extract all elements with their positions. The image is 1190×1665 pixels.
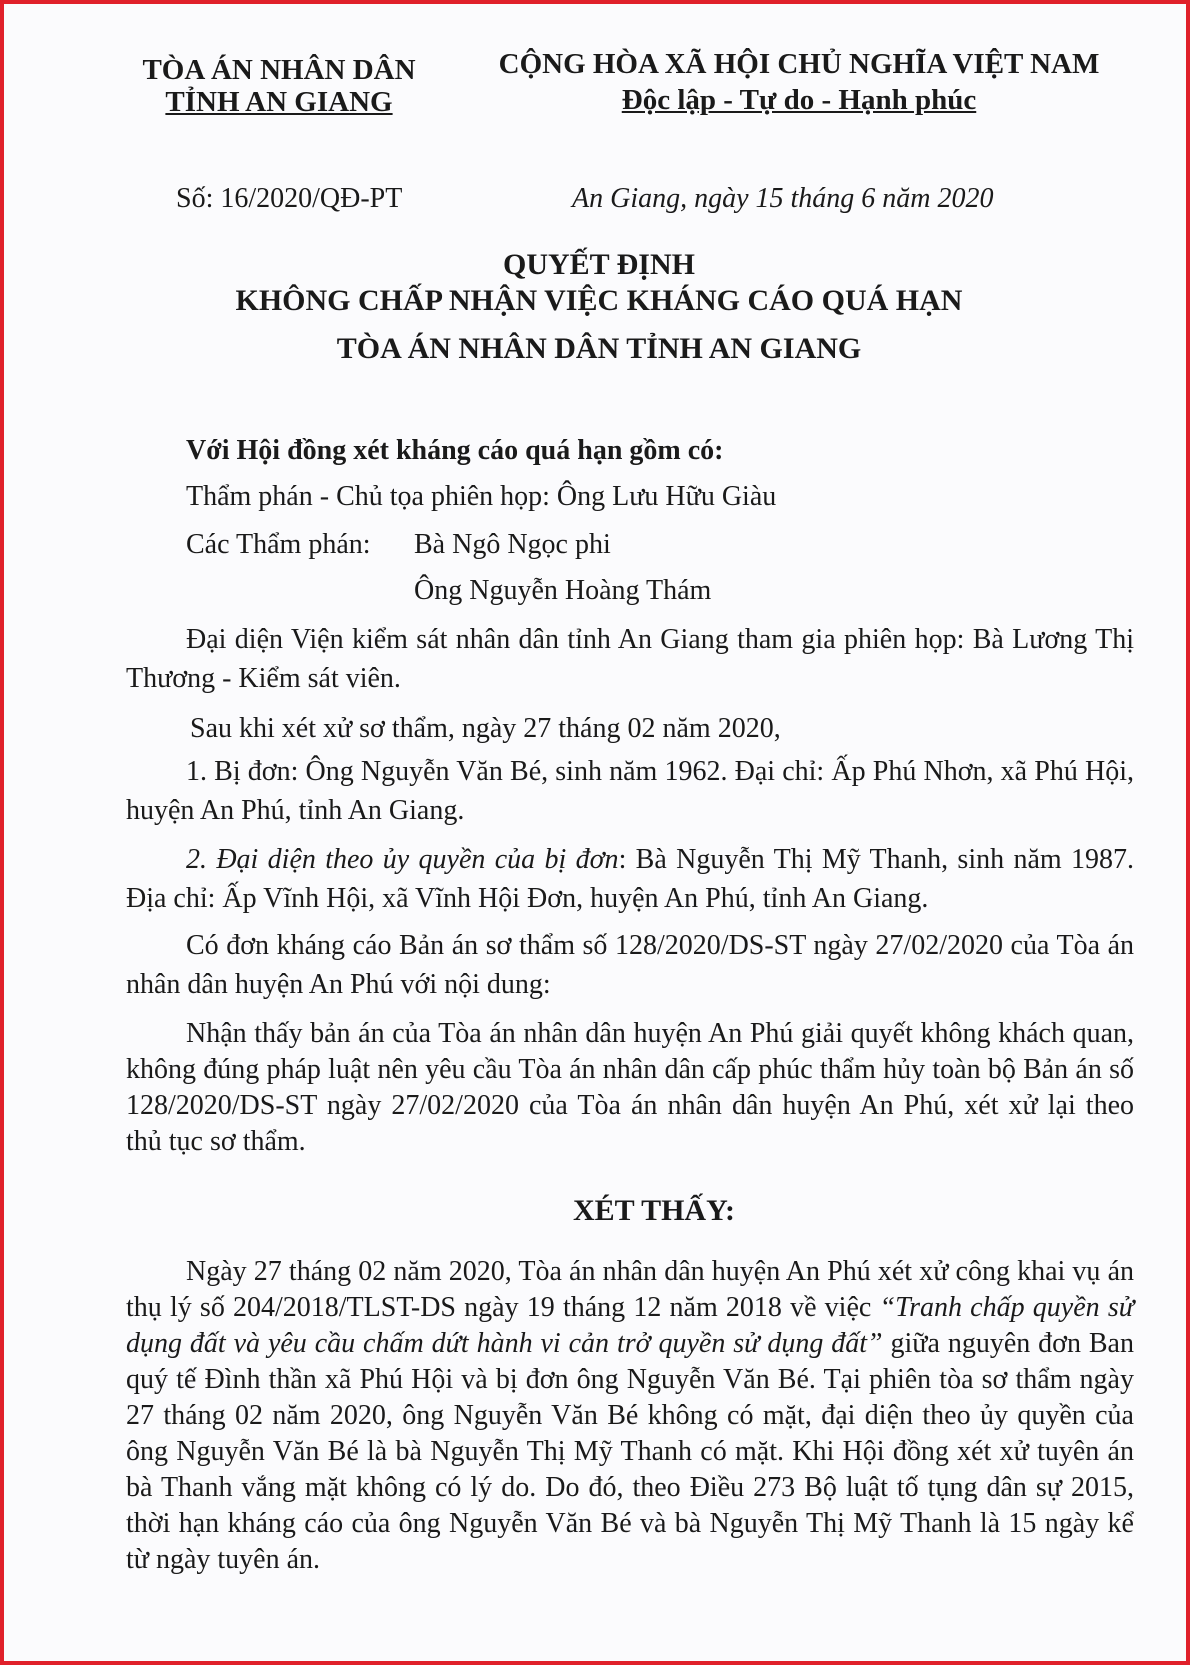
- representative-text: : Bà Nguyễn Thị Mỹ Thanh, sinh năm 1987. Địa chỉ: Ấp Vĩnh Hội, xã Vĩnh Hội Đơn, huyện An Phú, tỉnh An Giang.: [126, 844, 1134, 914]
- after-trial-line: Sau khi xét xử sơ thẩm, ngày 27 tháng 02 năm 2020,: [190, 713, 781, 744]
- document-title: QUYẾT ĐỊNH: [503, 248, 695, 281]
- findings-text-2: giữa nguyên đơn Ban quý tế Đình thần xã Phú Hội và bị đơn ông Nguyễn Văn Bé. Tại phiên tòa sơ thẩm ngày 27 tháng 02 năm 2020, ông Nguyễn Văn Bé không có mặt, đại diện theo ủy quyền của ông Nguyễn Văn Bé là bà Nguyễn Thị Mỹ Thanh có mặt. Khi Hội đồng xét xử tuyên án bà Thanh vắng mặt không có lý do. Do đó, theo Điều 273 Bộ luật tố tụng dân sự 2015, thời hạn kháng cáo của ông Nguyễn Văn Bé và bà Nguyễn Thị Mỹ Thanh là 15 ngày kể từ ngày tuyên án.: [126, 1328, 1134, 1575]
- issuing-court: TÒA ÁN NHÂN DÂN TỈNH AN GIANG: [336, 332, 862, 365]
- nation-motto: Độc lập - Tự do - Hạnh phúc: [621, 84, 977, 116]
- place-date: An Giang, ngày 15 tháng 6 năm 2020: [572, 183, 994, 214]
- document-number: Số: 16/2020/QĐ-PT: [176, 183, 403, 214]
- procurator-paragraph: Đại diện Viện kiểm sát nhân dân tỉnh An Giang tham gia phiên họp: Bà Lương Thị Thương - Kiểm sát viên.: [126, 624, 1134, 694]
- appeal-content-paragraph: Nhận thấy bản án của Tòa án nhân dân huyện An Phú giải quyết không khách quan, không đúng pháp luật nên yêu cầu Tòa án nhân dân cấp phúc thẩm hủy toàn bộ Bản án số 128/2020/DS-ST ngày 27/02/2020 của Tòa án nhân dân huyện An Phú, xét xử lại theo thủ tục sơ thẩm.: [126, 1018, 1134, 1157]
- findings-text-1: Ngày 27 tháng 02 năm 2020, Tòa án nhân dân huyện An Phú xét xử công khai vụ án thụ lý số 204/2018/TLST-DS ngày 19 tháng 12 năm 2018 về việc: [126, 1256, 1134, 1323]
- representative-paragraph: [126, 840, 1134, 918]
- findings-paragraph: [126, 1254, 1134, 1578]
- presiding-judge: Thẩm phán - Chủ tọa phiên họp: Ông Lưu Hữu Giàu: [186, 481, 777, 512]
- findings-case-title: “Tranh chấp quyền sử dụng đất và yêu cầu chấm dứt hành vi cản trở quyền sử dụng đất”: [126, 1292, 1134, 1359]
- findings-heading: XÉT THẤY:: [572, 1194, 735, 1227]
- judge-1: Bà Ngô Ngọc phi: [414, 529, 611, 560]
- defendant-paragraph: 1. Bị đơn: Ông Nguyễn Văn Bé, sinh năm 1962. Đại chỉ: Ấp Phú Nhơn, xã Phú Hội, huyện An Phú, tỉnh An Giang.: [126, 756, 1134, 826]
- representative-label: 2. Đại diện theo ủy quyền của bị đơn: [186, 844, 619, 875]
- appeal-paragraph: Có đơn kháng cáo Bản án sơ thẩm số 128/2020/DS-ST ngày 27/02/2020 của Tòa án nhân dân huyện An Phú với nội dung:: [126, 930, 1134, 1000]
- court-name-line2: TỈNH AN GIANG: [165, 86, 393, 118]
- document-subtitle: KHÔNG CHẤP NHẬN VIỆC KHÁNG CÁO QUÁ HẠN: [235, 284, 963, 317]
- judges-label: Các Thẩm phán:: [186, 529, 371, 560]
- panel-heading: Với Hội đồng xét kháng cáo quá hạn gồm có:: [186, 435, 724, 466]
- judge-2: Ông Nguyễn Hoàng Thám: [414, 575, 712, 606]
- court-name-line1: TÒA ÁN NHÂN DÂN: [142, 54, 416, 86]
- nation-name: CỘNG HÒA XÃ HỘI CHỦ NGHĨA VIỆT NAM: [498, 48, 1100, 80]
